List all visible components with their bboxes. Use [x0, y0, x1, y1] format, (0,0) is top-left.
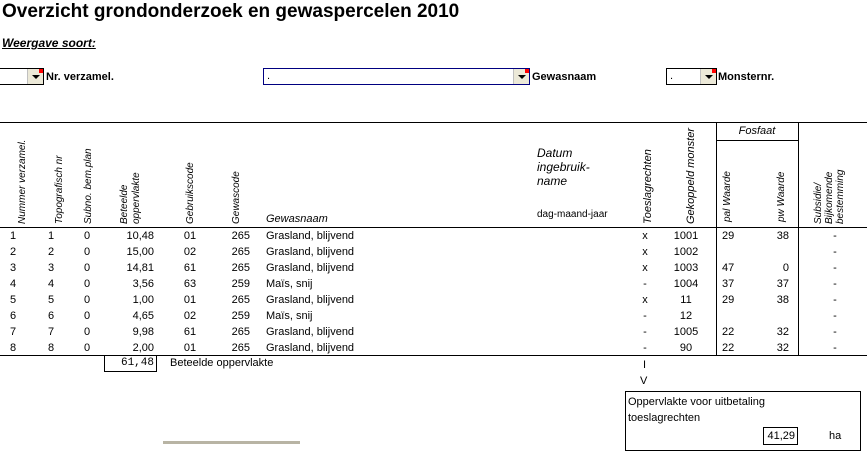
- cell-gebr[interactable]: 63: [183, 278, 197, 290]
- cell-toesl[interactable]: x: [642, 262, 648, 274]
- uitbetaling-value-box: [763, 427, 798, 445]
- cell-nr[interactable]: 4: [9, 278, 17, 290]
- header-gewasnaam: Gewasnaam: [266, 213, 328, 225]
- fosfaat-left-border: [716, 122, 717, 355]
- cell-gebr[interactable]: 01: [183, 342, 197, 354]
- cell-pw[interactable]: 38: [776, 294, 789, 306]
- cell-gebr[interactable]: 61: [183, 326, 197, 338]
- cell-topo[interactable]: 7: [47, 326, 55, 338]
- cell-opp[interactable]: 4,65: [132, 310, 154, 322]
- cell-toesl[interactable]: x: [642, 246, 648, 258]
- cell-topo[interactable]: 8: [47, 342, 55, 354]
- cell-sub[interactable]: 0: [83, 310, 91, 322]
- cell-monster[interactable]: 12: [679, 310, 693, 322]
- cell-sub[interactable]: 0: [83, 294, 91, 306]
- uitbetaling-label-1: Oppervlakte voor uitbetaling: [628, 396, 765, 408]
- header-subsidie-3: bestemming: [835, 169, 846, 224]
- cell-topo[interactable]: 4: [47, 278, 55, 290]
- gewasnaam-label: Gewasnaam: [532, 71, 597, 83]
- header-gekoppeld-monster: Gekoppeld monster: [685, 128, 697, 224]
- cell-gebr[interactable]: 01: [183, 294, 197, 306]
- header-topografisch-nr: Topografisch nr: [54, 155, 65, 224]
- cell-naam[interactable]: Grasland, blijvend: [266, 342, 355, 354]
- gewasnaam-value: .: [267, 70, 271, 82]
- monsternr-value: .: [670, 70, 674, 82]
- cell-gewas[interactable]: 265: [231, 230, 250, 242]
- cell-topo[interactable]: 1: [47, 230, 55, 242]
- verzamel-label: Nr. verzamel.: [46, 71, 114, 83]
- verzamel-dropdown[interactable]: [0, 68, 44, 85]
- cell-monster[interactable]: 1004: [673, 278, 699, 290]
- cell-pal[interactable]: 22: [722, 342, 735, 354]
- beteelde-total-box: [104, 356, 157, 372]
- cell-monster[interactable]: 1002: [673, 246, 699, 258]
- uitbetaling-value: 41,29: [767, 430, 795, 442]
- cell-toesl[interactable]: -: [643, 326, 647, 338]
- cell-gewas[interactable]: 265: [231, 342, 250, 354]
- cell-sub[interactable]: 0: [83, 342, 91, 354]
- cell-monster[interactable]: 1001: [673, 230, 699, 242]
- comment-indicator-icon: [525, 69, 529, 73]
- header-datum-format: dag-maand-jaar: [537, 209, 608, 220]
- cell-topo[interactable]: 2: [47, 246, 55, 258]
- cell-monster[interactable]: 90: [679, 342, 693, 354]
- cell-sub[interactable]: 0: [83, 230, 91, 242]
- header-subno: Subno. bem.plan: [83, 148, 94, 224]
- cell-opp[interactable]: 15,00: [126, 246, 154, 258]
- cell-pal[interactable]: 29: [722, 294, 735, 306]
- cell-opp[interactable]: 9,98: [132, 326, 154, 338]
- cell-pal[interactable]: 29: [722, 230, 735, 242]
- cell-subs[interactable]: -: [833, 230, 837, 242]
- header-datum-1: Datum: [537, 146, 573, 160]
- cell-subs[interactable]: -: [833, 342, 837, 354]
- cell-pw[interactable]: 32: [776, 342, 789, 354]
- cell-subs[interactable]: -: [833, 246, 837, 258]
- header-fosfaat: Fosfaat: [738, 125, 776, 137]
- cell-subs[interactable]: -: [833, 262, 837, 274]
- header-subsidie-1: Subsidie/: [813, 182, 824, 224]
- uitbetaling-label-2: toeslagrechten: [628, 412, 701, 424]
- cell-opp[interactable]: 1,00: [132, 294, 154, 306]
- view-type-label: Weergave soort:: [2, 36, 96, 50]
- cell-pw[interactable]: 38: [776, 230, 789, 242]
- cell-gebr[interactable]: 02: [183, 246, 197, 258]
- beteelde-total-value: 61,48: [120, 357, 154, 369]
- header-datum-2: ingebruik-: [537, 160, 590, 174]
- cell-pal[interactable]: 37: [722, 278, 735, 290]
- cell-opp[interactable]: 2,00: [132, 342, 154, 354]
- cell-sub[interactable]: 0: [83, 278, 91, 290]
- header-pal-waarde: pal Waarde: [722, 171, 733, 222]
- uitbetaling-box: [625, 391, 861, 451]
- fosfaat-right-border: [798, 122, 799, 355]
- monsternr-dropdown[interactable]: [666, 68, 717, 85]
- cell-nr[interactable]: 8: [9, 342, 17, 354]
- cell-pw[interactable]: 37: [776, 278, 789, 290]
- cell-monster[interactable]: 1005: [673, 326, 699, 338]
- monsternr-label: Monsternr.: [718, 71, 775, 83]
- cell-nr[interactable]: 1: [9, 230, 17, 242]
- cell-monster[interactable]: 1003: [673, 262, 699, 274]
- arrow-head-icon: V: [640, 375, 648, 387]
- header-pw-waarde: pw Waarde: [776, 171, 787, 222]
- cell-opp[interactable]: 3,56: [132, 278, 154, 290]
- header-toeslagrechten: Toeslagrechten: [642, 149, 654, 224]
- cell-gewas[interactable]: 259: [231, 278, 250, 290]
- header-datum-3: name: [537, 174, 568, 188]
- cell-naam[interactable]: Grasland, blijvend: [266, 326, 355, 338]
- cell-subs[interactable]: -: [833, 294, 837, 306]
- cell-gewas[interactable]: 265: [231, 326, 250, 338]
- header-subsidie-2: Bijkomende: [824, 171, 835, 224]
- cell-gebr[interactable]: 02: [183, 310, 197, 322]
- cell-pw[interactable]: 0: [782, 262, 789, 274]
- cell-gewas[interactable]: 265: [231, 262, 250, 274]
- cell-toesl[interactable]: -: [643, 310, 647, 322]
- cell-nr[interactable]: 2: [9, 246, 17, 258]
- cell-subs[interactable]: -: [833, 278, 837, 290]
- header-beteelde-1: Beteelde: [119, 184, 130, 224]
- fosfaat-divider: [716, 140, 798, 141]
- header-gebruikscode: Gebruikscode: [185, 162, 196, 224]
- cell-monster[interactable]: 11: [680, 294, 692, 306]
- cell-naam[interactable]: Grasland, blijvend: [266, 246, 355, 258]
- cell-nr[interactable]: 3: [9, 262, 17, 274]
- cell-subs[interactable]: -: [833, 310, 837, 322]
- cell-toesl[interactable]: -: [643, 342, 647, 354]
- cell-naam[interactable]: Grasland, blijvend: [266, 230, 355, 242]
- cell-sub[interactable]: 0: [83, 246, 91, 258]
- header-gewascode: Gewascode: [231, 171, 242, 224]
- cell-naam[interactable]: Maïs, snij: [266, 310, 313, 322]
- cell-toesl[interactable]: x: [642, 230, 648, 242]
- cell-sub[interactable]: 0: [83, 262, 91, 274]
- cell-subs[interactable]: -: [833, 326, 837, 338]
- beteelde-total-label: Beteelde oppervlakte: [170, 357, 274, 369]
- uitbetaling-unit: ha: [829, 430, 842, 442]
- cell-naam[interactable]: Grasland, blijvend: [266, 294, 355, 306]
- cell-topo[interactable]: 5: [47, 294, 55, 306]
- header-beteelde-2: oppervlakte: [131, 172, 142, 224]
- comment-indicator-icon: [39, 69, 43, 73]
- cell-nr[interactable]: 7: [9, 326, 17, 338]
- cell-gewas[interactable]: 265: [231, 246, 250, 258]
- gewasnaam-dropdown[interactable]: [263, 68, 530, 85]
- page-title: Overzicht grondonderzoek en gewaspercelen 2010: [2, 1, 460, 22]
- cell-naam[interactable]: Grasland, blijvend: [266, 262, 355, 274]
- cell-pal[interactable]: 22: [722, 326, 735, 338]
- cell-gebr[interactable]: 01: [183, 230, 197, 242]
- cell-toesl[interactable]: -: [643, 278, 647, 290]
- header-nummer-verzamel: Nummer verzamel.: [17, 139, 28, 224]
- cell-pal[interactable]: 47: [722, 262, 735, 274]
- cell-gewas[interactable]: 259: [231, 310, 250, 322]
- cell-nr[interactable]: 5: [9, 294, 17, 306]
- cell-opp[interactable]: 10,48: [126, 230, 154, 242]
- cell-sub[interactable]: 0: [83, 326, 91, 338]
- cell-opp[interactable]: 14,81: [126, 262, 154, 274]
- cell-topo[interactable]: 6: [47, 310, 55, 322]
- comment-indicator-icon: [712, 69, 716, 73]
- cell-toesl[interactable]: x: [642, 294, 648, 306]
- arrow-stem-icon: I: [643, 359, 647, 371]
- cell-gewas[interactable]: 265: [231, 294, 250, 306]
- cell-naam[interactable]: Maïs, snij: [266, 278, 313, 290]
- cell-topo[interactable]: 3: [47, 262, 55, 274]
- cell-gebr[interactable]: 61: [183, 262, 197, 274]
- cell-nr[interactable]: 6: [9, 310, 17, 322]
- cell-pw[interactable]: 32: [776, 326, 789, 338]
